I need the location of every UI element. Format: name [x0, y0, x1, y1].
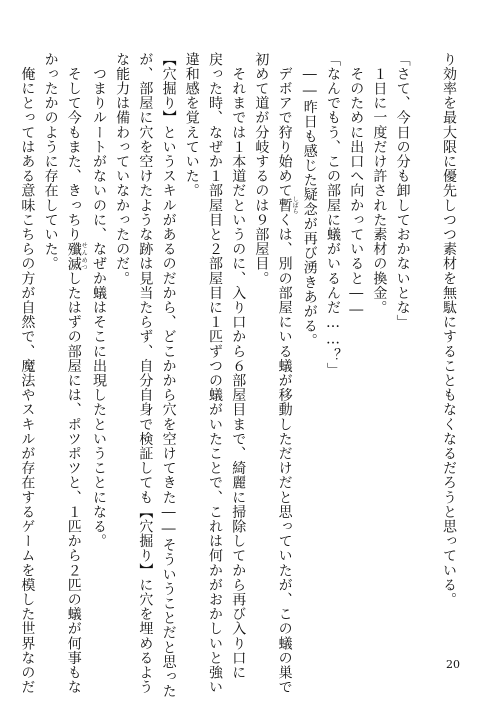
- ruby-word: 殲滅せんめつ: [65, 241, 88, 272]
- text-line: 戻った時、なぜか１部屋目と２部屋目に１匹ずつの蟻がいたことで、これは何かがおかしいと強い: [206, 52, 223, 695]
- ruby-word: 暫しばら: [276, 196, 299, 215]
- text-line: 【穴掘り】というスキルがあるのだから、どこかから穴を空けてきた――そういうことだと思った: [160, 52, 177, 699]
- text-line: そのために出口へ向かっていると――: [348, 66, 365, 319]
- text-line: そして今もまた、きっちり殲滅せんめつしたはずの部屋には、ポツポツと、１匹から２匹の蟻が何事もな: [65, 66, 88, 695]
- text-line: ――昨日も感じた疑念が再び湧きあがる。: [301, 66, 318, 349]
- page-number: 20: [446, 658, 460, 671]
- text-line: が、部屋に穴を空けたような跡は見当たらず、自分自身で検証しても【穴掘り】に穴を埋めるよう: [137, 52, 154, 695]
- text-line: な能力は備わっていなかったのだ。: [114, 52, 131, 286]
- text-line: り効率を最大限に優先しつつ素材を無駄にすることもなくなるだろうと思っている。: [441, 52, 457, 607]
- text-line: つまりルートがないのに、なぜか蟻はそこに出現したということになる。: [90, 66, 107, 549]
- text-line: 違和感を覚えていた。: [183, 52, 200, 198]
- text-line: １日に一度だけ許された素材の換金。: [371, 66, 388, 315]
- text-line: かったかのように存在していた。: [42, 52, 59, 271]
- text-line: 初めて道が分岐するのは９部屋目。: [253, 52, 270, 286]
- text-line: 俺にとってはある意味こちらの方が自然で、魔法やスキルが存在するゲームを模した世界なのだ: [19, 66, 36, 695]
- blank-line: [414, 52, 437, 612]
- text-line: それまでは１本道だというのに、入り口から６部屋目まで、綺麗に掃除してから再び入り口に: [230, 66, 247, 680]
- text-line: デボアで狩り始めて暫しばらくは、別の部屋にいる蟻が移動しただけだと思っていたが、この蟻の巣で: [276, 66, 299, 695]
- text-line: 「なんでもう、この部屋に蟻がいるんだ……？」: [325, 52, 341, 378]
- text-line: 「さて、今日の分も卸しておかないとな」: [394, 52, 411, 330]
